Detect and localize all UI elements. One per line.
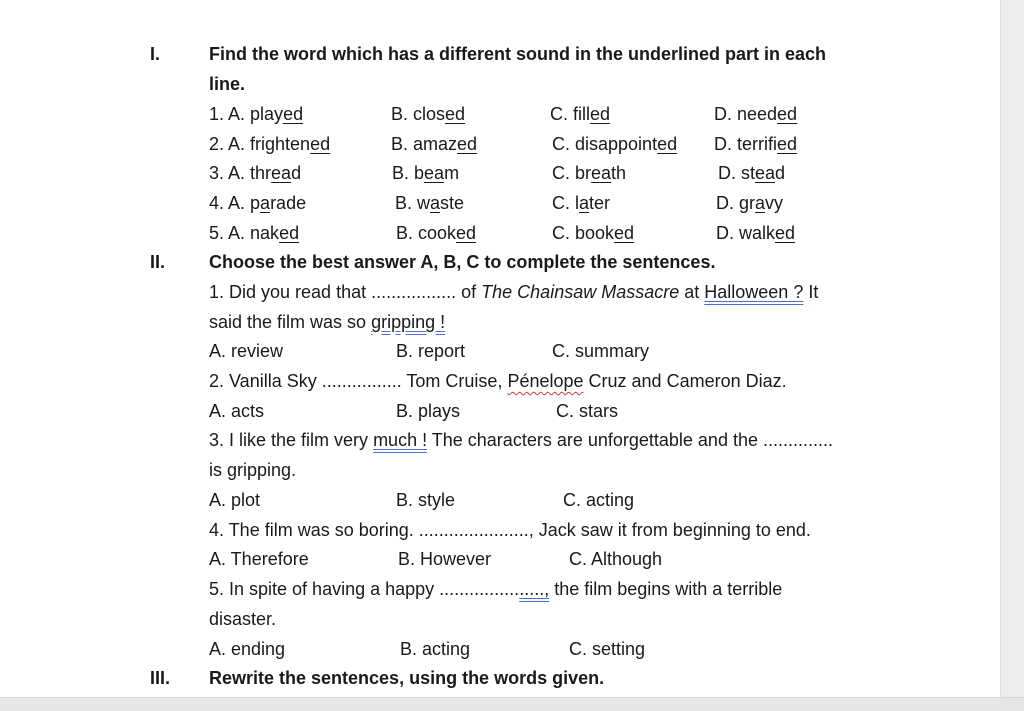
pronunciation-option: [391, 133, 477, 155]
question-1: [209, 281, 818, 303]
word-part: B. cook: [396, 223, 457, 243]
word-part: C. br: [552, 163, 592, 183]
word-part: 2. A. frighten: [209, 134, 311, 154]
q3-option-a: A. plot: [209, 490, 261, 510]
pronunciation-option: [552, 162, 626, 184]
question-3-cont: is gripping.: [209, 460, 297, 480]
q2-option-c: C. stars: [556, 401, 619, 421]
question-1-cont: [209, 311, 445, 333]
section-1-numeral: I.: [150, 44, 161, 64]
word-part: C. disappoint: [552, 134, 658, 154]
vertical-scrollbar[interactable]: [1000, 0, 1024, 697]
question-text: 1. Did you read that: [209, 282, 372, 302]
word-part: D. gr: [716, 193, 756, 213]
q4-option-b: B. However: [398, 549, 492, 569]
answer-blank: ................: [439, 579, 520, 599]
word-part: d: [775, 163, 786, 183]
pronunciation-option: [550, 103, 610, 125]
question-4: 4. The film was so boring. ......................, Jack saw it from beginning to end.: [209, 520, 811, 540]
q1-option-c: C. summary: [552, 341, 650, 361]
q3-option-c: C. acting: [563, 490, 635, 510]
grammar-marked-word: .....,: [519, 579, 550, 599]
question-3: [209, 429, 833, 451]
q5-option-a: A. ending: [209, 639, 286, 659]
section-3-title: Rewrite the sentences, using the words given.: [209, 668, 605, 688]
underlined-sound: ed: [445, 104, 466, 124]
q3-option-b: B. style: [396, 490, 456, 510]
pronunciation-option: [714, 103, 797, 125]
grammar-marked-word: gripping !: [371, 312, 446, 332]
underlined-sound: ea: [271, 163, 292, 183]
q4-option-c: C. Although: [569, 549, 663, 569]
word-part: vy: [765, 193, 784, 213]
underlined-sound: a: [430, 193, 441, 213]
pronunciation-option: [716, 222, 795, 244]
question-5: [209, 578, 782, 600]
underlined-sound: ed: [777, 134, 798, 154]
question-text: at: [679, 282, 705, 302]
word-part: B. clos: [391, 104, 446, 124]
section-3-numeral: III.: [150, 668, 171, 688]
underlined-sound: ed: [775, 223, 796, 243]
pronunciation-option: [716, 192, 783, 214]
pronunciation-option: [209, 133, 330, 155]
underlined-sound: ed: [657, 134, 678, 154]
question-text: The characters are unforgettable and the ..............: [427, 430, 833, 450]
word-part: D. walk: [716, 223, 776, 243]
word-part: D. terrifi: [714, 134, 777, 154]
q5-option-b: B. acting: [400, 639, 471, 659]
question-text: said the film was so: [209, 312, 372, 332]
spellcheck-marked-word: Pénelope: [507, 371, 584, 391]
word-part: ter: [589, 193, 611, 213]
q1-option-a: A. review: [209, 341, 284, 361]
underlined-sound: a: [755, 193, 766, 213]
question-text: It: [803, 282, 819, 302]
pronunciation-option: [552, 222, 634, 244]
word-part: m: [444, 163, 460, 183]
pronunciation-option: [209, 222, 299, 244]
underlined-sound: a: [260, 193, 271, 213]
q2-option-b: B. plays: [396, 401, 461, 421]
underlined-sound: ed: [279, 223, 300, 243]
pronunciation-option: [714, 133, 797, 155]
underlined-sound: ed: [590, 104, 611, 124]
word-part: d: [291, 163, 302, 183]
word-part: D. need: [714, 104, 778, 124]
question-text: of: [456, 282, 482, 302]
word-part: 3. A. thr: [209, 163, 272, 183]
grammar-marked-word: Halloween ?: [704, 282, 804, 302]
word-part: C. l: [552, 193, 579, 213]
word-part: rade: [270, 193, 307, 213]
word-part: B. amaz: [391, 134, 458, 154]
underlined-sound: ed: [614, 223, 635, 243]
pronunciation-option: [396, 222, 476, 244]
question-text: the film begins with a terrible: [549, 579, 783, 599]
film-title: The Chainsaw Massacre: [481, 282, 680, 302]
section-2-title: Choose the best answer A, B, C to complete the sentences.: [209, 252, 716, 272]
question-text: 3. I like the film very: [209, 430, 374, 450]
section-1-title-cont: line.: [209, 74, 246, 94]
underlined-sound: a: [579, 193, 590, 213]
word-part: 5. A. nak: [209, 223, 280, 243]
pronunciation-option: [209, 192, 306, 214]
underlined-sound: ed: [457, 134, 478, 154]
section-1-title: Find the word which has a different sound in the underlined part in each: [209, 44, 827, 64]
underlined-sound: ea: [424, 163, 445, 183]
window-bottom-edge: [0, 697, 1024, 711]
q5-option-c: C. setting: [569, 639, 646, 659]
pronunciation-option: [552, 192, 610, 214]
word-part: 1. A. play: [209, 104, 284, 124]
question-text: 5. In spite of having a happy: [209, 579, 440, 599]
underlined-sound: ed: [777, 104, 798, 124]
question-text: Cruz and Cameron Diaz.: [583, 371, 787, 391]
pronunciation-option: [392, 162, 459, 184]
word-part: C. fill: [550, 104, 590, 124]
word-part: ste: [440, 193, 465, 213]
pronunciation-option: [552, 133, 677, 155]
grammar-marked-word: much !: [373, 430, 428, 450]
question-5-cont: disaster.: [209, 609, 277, 629]
underlined-sound: ed: [283, 104, 304, 124]
pronunciation-option: [395, 192, 464, 214]
word-part: B. b: [392, 163, 425, 183]
word-part: C. book: [552, 223, 615, 243]
question-text: Tom Cruise,: [401, 371, 508, 391]
word-part: 4. A. p: [209, 193, 261, 213]
pronunciation-option: [718, 162, 785, 184]
q2-option-a: A. acts: [209, 401, 265, 421]
pronunciation-option: [209, 162, 301, 184]
pronunciation-option: [209, 103, 303, 125]
underlined-sound: ea: [755, 163, 776, 183]
underlined-sound: ed: [456, 223, 477, 243]
underlined-sound: ed: [310, 134, 331, 154]
section-2-numeral: II.: [150, 252, 166, 272]
question-2: [209, 370, 787, 392]
question-text: 2. Vanilla Sky: [209, 371, 322, 391]
answer-blank: .................: [371, 282, 457, 302]
q1-option-b: B. report: [396, 341, 466, 361]
underlined-sound: ea: [591, 163, 612, 183]
answer-blank: ................: [321, 371, 402, 391]
word-part: th: [611, 163, 627, 183]
word-part: B. w: [395, 193, 431, 213]
word-part: D. st: [718, 163, 756, 183]
pronunciation-option: [391, 103, 465, 125]
q4-option-a: A. Therefore: [209, 549, 309, 569]
